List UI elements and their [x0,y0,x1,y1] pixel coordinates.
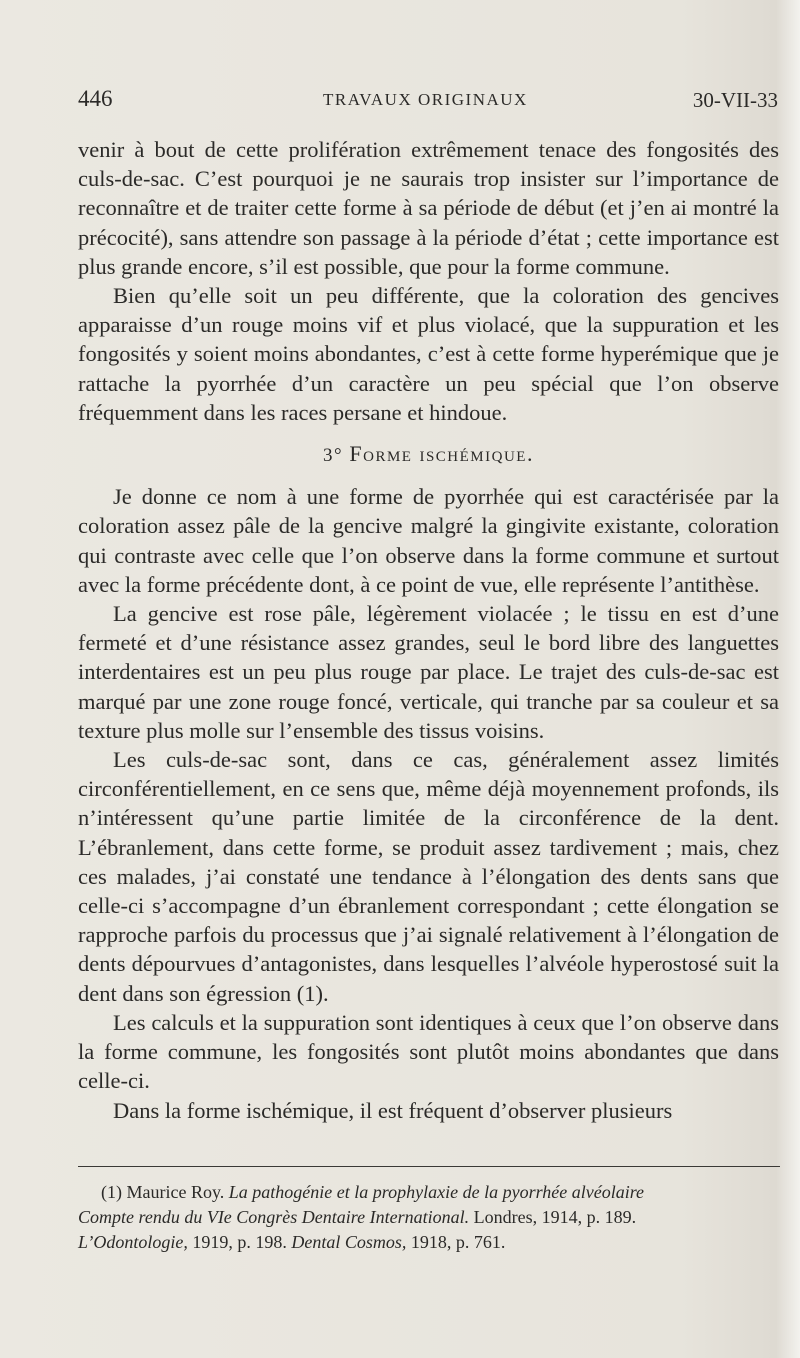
paragraph-calculs: Les calculs et la suppuration sont identiques à ceux que l’on observe dans la forme commune, les fongosités sont plutôt moins abondantes que dans celle-ci. [78,1009,779,1094]
footnote-ref-1: 1919, p. 198. [187,1232,292,1252]
paragraph-hyperemic: Bien qu’elle soit un peu différente, que la coloration des gencives apparaisse d’un rouge moins vif et plus violacé, que la suppuration et les fongosités y soient moins abondantes, c’est à cette forme hyperémique que je rattache la pyorrhée d’un caractère un peu spécial que l’on observe fréquemment dans les races persane et hindoue. [78,283,779,425]
issue-date: 30-VII-33 [692,88,778,112]
footnote-line-2 [78,1205,779,1230]
footnote-line-3 [78,1230,779,1255]
page-number: 446 [78,86,113,111]
section-heading [78,439,779,470]
footnote-marker: (1) Maurice Roy. [101,1182,229,1202]
footnote [78,1180,779,1255]
footnote-place-year: Londres, 1914, p. 189. [469,1207,637,1227]
footnote-rule [78,1166,780,1167]
footnote-ref-2: 1918, p. 761. [406,1232,506,1252]
section-number: 3° [323,445,350,467]
paragraph-last: Dans la forme ischémique, il est fréquent d’observer plusieurs [113,1097,673,1123]
footnote-journal-1: L’Odontologie, [78,1232,188,1252]
paragraph-definition: Je donne ce nom à une forme de pyorrhée qui est caractérisée par la coloration assez pâle de la gencive malgré la gingivite existante, coloration qui contraste avec celle que l’on observe dans la forme commune et surtout avec la forme précédente dont, à ce point de vue, elle représente l’antithèse. [78,484,779,597]
running-header [78,86,778,116]
paragraph-gum-description: La gencive est rose pâle, légèrement violacée ; le tissu en est d’une fermeté et d’une résistance assez grandes, seul le bord libre des languettes interdentaires est un peu plus rouge par place. Le trajet des culs-de-sac est marqué par une zone rouge foncé, verticale, qui tranche par sa couleur et sa texture plus molle sur l’ensemble des tissus voisins. [78,601,779,743]
running-title: TRAVAUX ORIGINAUX [323,90,528,109]
body-text [78,135,779,1125]
paragraph-culs-de-sac: Les culs-de-sac sont, dans ce cas, généralement assez limités circonférentiellement, en ce sens que, même déjà moyennement profonds, ils n’intéressent qu’une partie limitée de la circonférence de la dent. L’ébranlement, dans cette forme, se produit assez tardivement ; mais, chez ces malades, j’ai constaté une tendance à l’élongation des dents sans que celle-ci s’accompagne d’un ébranlement correspondant ; cette élongation se rapproche parfois du processus que j’ai signalé relativement à l’élongation de dents dépourvues d’antagonistes, dans lesquelles l’alvéole hyperostosé suit la dent dans son égression (1). [78,747,779,1006]
section-title: Forme ischémique. [349,441,534,467]
footnote-journal-2: Dental Cosmos, [291,1232,407,1252]
footnote-title: La pathogénie et la prophylaxie de la pyorrhée alvéolaire [228,1182,645,1202]
footnote-proceedings: Compte rendu du VIe Congrès Dentaire International. [78,1207,470,1227]
footnote-line-1 [78,1180,779,1205]
paragraph-continued: venir à bout de cette prolifération extrêmement tenace des fongosités des culs-de-sac. C’est pourquoi je ne saurais trop insister sur l’importance de reconnaître et de traiter cette forme à sa période de début (et j’en ai montré la précocité), sans attendre son passage à la période d’état ; cette importance est plus grande encore, s’il est possible, que pour la forme commune. [78,137,779,279]
